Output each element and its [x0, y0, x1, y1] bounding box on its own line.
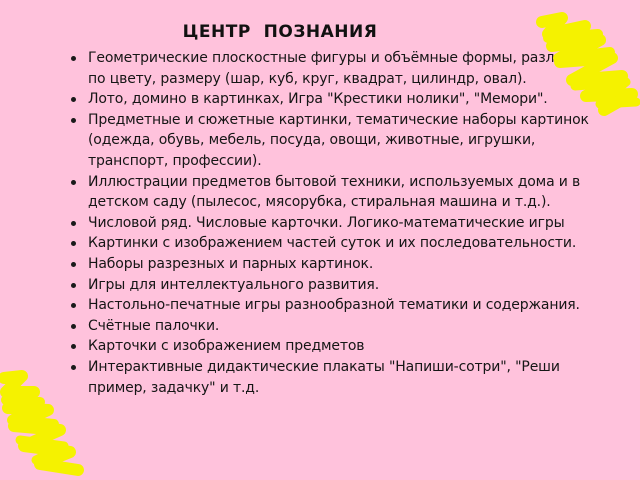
list-item-text: Счётные палочки. — [88, 317, 220, 334]
list-item-text: Предметные и сюжетные картинки, тематические наборы картинок (одежда, обувь, мебель, посуда, овощи, животные, игрушки, транспорт, профессии). — [88, 111, 589, 169]
list-item — [0, 172, 600, 213]
list-item — [0, 213, 600, 234]
list-item — [0, 275, 600, 296]
list-item — [0, 254, 600, 275]
list-item-text: Иллюстрации предметов бытовой техники, используемых дома и в детском саду (пылесос, мясорубка, стиральная машина и т.д.). — [88, 173, 581, 211]
list-item — [0, 48, 600, 89]
list-item — [0, 295, 600, 316]
list-item — [0, 233, 600, 254]
list-item — [0, 316, 600, 337]
list-item — [0, 110, 600, 172]
list-item-text: Наборы разрезных и парных картинок. — [88, 255, 374, 272]
list-item — [0, 357, 600, 398]
list-item-text: Лото, домино в картинках, Игра "Крестики нолики", "Мемори". — [88, 91, 548, 108]
bullet-list — [0, 48, 600, 398]
slide-title: ЦЕНТР ПОЗНАНИЯ — [182, 22, 378, 42]
list-item-text: Игры для интеллектуального развития. — [88, 276, 379, 293]
list-item-text: Геометрические плоскостные фигуры и объёмные формы, различные по цвету, размеру (шар, куб, круг, квадрат, цилиндр, овал). — [88, 50, 600, 87]
list-item-text: Интерактивные дидактические плакаты "Напиши-сотри", "Реши пример, задачку" и т.д. — [88, 358, 560, 396]
list-item — [0, 336, 600, 357]
list-item-text: Настольно-печатные игры разнообразной тематики и содержания. — [88, 297, 580, 314]
list-item-text: Числовой ряд. Числовые карточки. Логико-математические игры — [88, 214, 565, 231]
list-item-text: Картинки с изображением частей суток и их последовательности. — [88, 235, 577, 252]
list-item-text: Карточки с изображением предметов — [88, 338, 365, 355]
list-item — [0, 89, 600, 110]
